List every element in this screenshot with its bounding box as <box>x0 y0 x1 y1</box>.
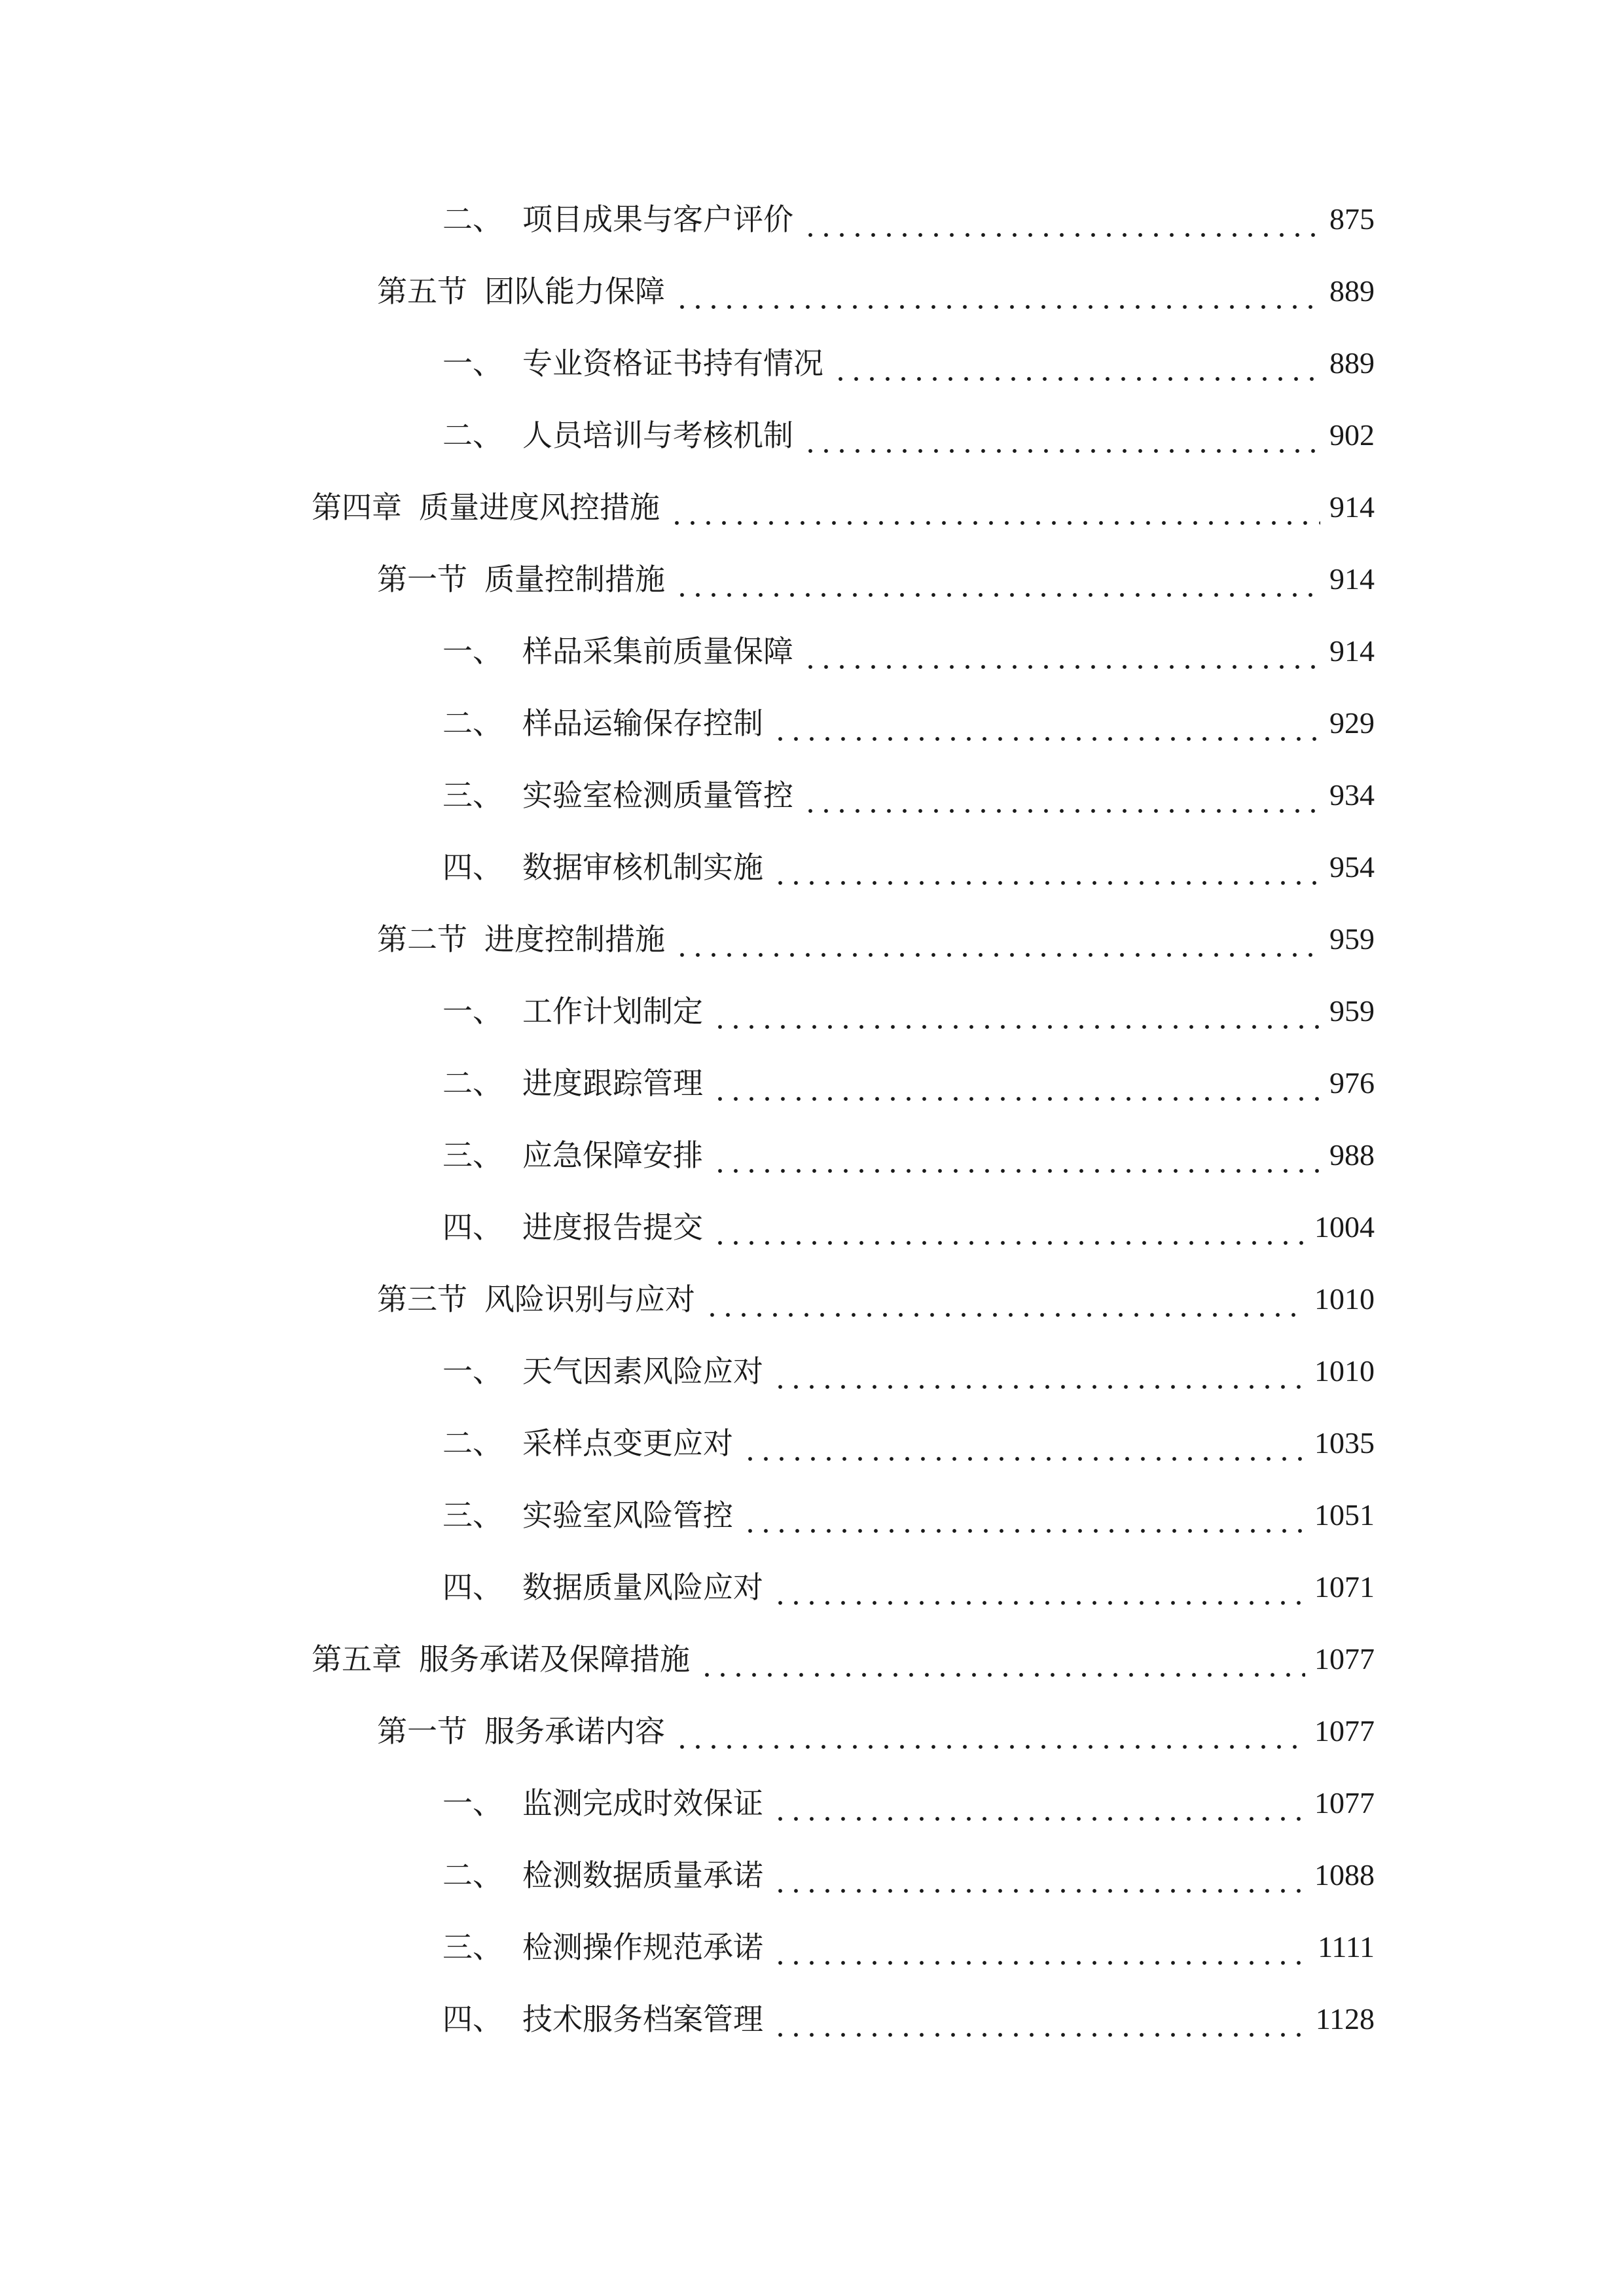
toc-dot-leader <box>712 985 1320 1037</box>
toc-dot-leader <box>772 841 1320 893</box>
toc-entry-title: 团队能力保障 <box>484 274 665 309</box>
toc-dot-leader <box>669 481 1320 533</box>
toc-entry-marker: 第一节 <box>377 1713 467 1749</box>
toc-entry-page: 914 <box>1329 490 1375 524</box>
toc-entry-title: 质量进度风控措施 <box>419 490 660 525</box>
toc-entry-page: 976 <box>1329 1066 1375 1100</box>
toc-entry-page: 1077 <box>1314 1786 1375 1820</box>
toc-entry-title: 天气因素风险应对 <box>522 1354 763 1389</box>
toc-dot-leader <box>674 913 1320 965</box>
toc-dot-leader <box>674 265 1320 317</box>
toc-entry-page: 1111 <box>1318 1930 1375 1964</box>
toc-entry-marker: 四、 <box>442 1570 503 1605</box>
toc-entry-title: 监测完成时效保证 <box>522 1785 763 1821</box>
toc-entry-marker: 第五节 <box>377 274 467 309</box>
toc-entry-page: 988 <box>1329 1138 1375 1172</box>
toc-entry-marker: 第三节 <box>377 1282 467 1317</box>
toc-entry[interactable] <box>442 1201 1375 1253</box>
toc-entry-title: 进度控制措施 <box>484 922 665 957</box>
toc-entry[interactable] <box>442 1129 1375 1181</box>
toc-entry-page: 1051 <box>1314 1498 1375 1532</box>
toc-entry-marker: 第五章 <box>312 1641 402 1677</box>
toc-dot-leader <box>772 1345 1305 1397</box>
toc-dot-leader <box>772 1777 1305 1829</box>
toc-entry[interactable] <box>442 1345 1375 1397</box>
toc-entry[interactable] <box>377 553 1375 605</box>
toc-entry[interactable] <box>442 769 1375 821</box>
toc-entry[interactable] <box>442 1993 1375 2045</box>
toc-entry-page: 889 <box>1329 274 1375 308</box>
toc-dot-leader <box>742 1489 1305 1541</box>
toc-entry-title: 实验室检测质量管控 <box>522 778 793 813</box>
toc-entry-page: 1071 <box>1314 1570 1375 1604</box>
toc-entry-title: 应急保障安排 <box>522 1138 703 1173</box>
toc-entry-marker: 一、 <box>442 994 503 1029</box>
toc-entry-title: 服务承诺内容 <box>484 1713 665 1749</box>
toc-dot-leader <box>803 625 1320 677</box>
toc-dot-leader <box>772 1849 1305 1901</box>
toc-entry-marker: 三、 <box>442 1138 503 1173</box>
toc-entry-title: 采样点变更应对 <box>522 1426 733 1461</box>
toc-entry-title: 项目成果与客户评价 <box>522 202 793 237</box>
toc-entry[interactable] <box>442 1057 1375 1109</box>
toc-entry[interactable] <box>442 193 1375 245</box>
toc-dot-leader <box>704 1273 1305 1325</box>
toc-entry[interactable] <box>377 1705 1375 1757</box>
toc-entry-marker: 二、 <box>442 706 503 741</box>
toc-entry-page: 934 <box>1329 778 1375 812</box>
toc-entry[interactable] <box>377 913 1375 965</box>
toc-entry-marker: 三、 <box>442 1498 503 1533</box>
toc-dot-leader <box>803 193 1320 245</box>
toc-entry[interactable] <box>312 481 1375 533</box>
toc-entry-marker: 四、 <box>442 2001 503 2037</box>
toc-entry-marker: 二、 <box>442 1426 503 1461</box>
toc-entry-page: 914 <box>1329 562 1375 596</box>
toc-entry[interactable] <box>377 1273 1375 1325</box>
toc-entry-page: 902 <box>1329 418 1375 452</box>
toc-entry-title: 专业资格证书持有情况 <box>522 346 823 381</box>
toc-dot-leader <box>674 1705 1305 1757</box>
toc-entry-page: 959 <box>1329 922 1375 956</box>
toc-dot-leader <box>772 1993 1307 2045</box>
toc-dot-leader <box>833 337 1320 389</box>
toc-entry-marker: 一、 <box>442 1354 503 1389</box>
toc-entry-title: 样品采集前质量保障 <box>522 634 793 669</box>
toc-entry[interactable] <box>442 985 1375 1037</box>
toc-entry-page: 1035 <box>1314 1426 1375 1460</box>
toc-entry-title: 风险识别与应对 <box>484 1282 695 1317</box>
toc-entry-title: 工作计划制定 <box>522 994 703 1029</box>
toc-entry[interactable] <box>377 265 1375 317</box>
toc-entry-title: 实验室风险管控 <box>522 1498 733 1533</box>
toc-entry-marker: 四、 <box>442 1210 503 1245</box>
toc-entry-page: 954 <box>1329 850 1375 884</box>
toc-entry-marker: 一、 <box>442 634 503 669</box>
toc-entry[interactable] <box>442 1561 1375 1613</box>
toc-entry[interactable] <box>312 1633 1375 1685</box>
toc-entry-marker: 第一节 <box>377 562 467 597</box>
toc-entry-page: 1004 <box>1314 1210 1375 1244</box>
toc-entry-title: 检测数据质量承诺 <box>522 1857 763 1893</box>
toc-entry-title: 进度跟踪管理 <box>522 1066 703 1101</box>
toc-entry[interactable] <box>442 337 1375 389</box>
toc-dot-leader <box>712 1129 1320 1181</box>
toc-entry-page: 1088 <box>1314 1858 1375 1892</box>
toc-entry-page: 1077 <box>1314 1714 1375 1748</box>
toc-entry-marker: 第二节 <box>377 922 467 957</box>
toc-entry-page: 1128 <box>1315 2002 1375 2036</box>
toc-entry-marker: 二、 <box>442 418 503 453</box>
toc-dot-leader <box>803 409 1320 461</box>
toc-entry-marker: 二、 <box>442 1857 503 1893</box>
toc-entry[interactable] <box>442 1921 1375 1973</box>
toc-entry-marker: 一、 <box>442 346 503 381</box>
toc-entry-page: 1077 <box>1314 1642 1375 1676</box>
toc-entry[interactable] <box>442 1849 1375 1901</box>
toc-dot-leader <box>712 1201 1305 1253</box>
toc-dot-leader <box>772 697 1320 749</box>
toc-entry-marker: 二、 <box>442 1066 503 1101</box>
toc-entry-title: 数据质量风险应对 <box>522 1570 763 1605</box>
toc-entry-marker: 一、 <box>442 1785 503 1821</box>
toc-entry-marker: 三、 <box>442 1929 503 1965</box>
toc-dot-leader <box>803 769 1320 821</box>
toc-entry-page: 1010 <box>1314 1282 1375 1316</box>
toc-entry-page: 889 <box>1329 346 1375 380</box>
toc-entry-page: 959 <box>1329 994 1375 1028</box>
toc-entry-title: 数据审核机制实施 <box>522 850 763 885</box>
toc-dot-leader <box>772 1561 1305 1613</box>
toc-entry-title: 服务承诺及保障措施 <box>419 1641 690 1677</box>
toc-entry-page: 914 <box>1329 634 1375 668</box>
toc-entry-title: 技术服务档案管理 <box>522 2001 763 2037</box>
toc-entry-marker: 三、 <box>442 778 503 813</box>
toc-dot-leader <box>712 1057 1320 1109</box>
toc-entry[interactable] <box>442 1777 1375 1829</box>
toc-entry[interactable] <box>442 1417 1375 1469</box>
toc-entry-marker: 二、 <box>442 202 503 237</box>
toc-dot-leader <box>674 553 1320 605</box>
toc-entry[interactable] <box>442 697 1375 749</box>
toc-dot-leader <box>742 1417 1305 1469</box>
toc-dot-leader <box>772 1921 1308 1973</box>
toc-entry-marker: 第四章 <box>312 490 402 525</box>
toc-entry-title: 质量控制措施 <box>484 562 665 597</box>
toc-entry[interactable] <box>442 1489 1375 1541</box>
toc-entry-page: 1010 <box>1314 1354 1375 1388</box>
toc-entry-marker: 四、 <box>442 850 503 885</box>
toc-entry-title: 人员培训与考核机制 <box>522 418 793 453</box>
toc-entry[interactable] <box>442 625 1375 677</box>
toc-entry[interactable] <box>442 409 1375 461</box>
toc-dot-leader <box>699 1633 1305 1685</box>
toc-entry-page: 875 <box>1329 202 1375 236</box>
toc-entry[interactable] <box>442 841 1375 893</box>
toc-entry-title: 样品运输保存控制 <box>522 706 763 741</box>
toc-entry-title: 检测操作规范承诺 <box>522 1929 763 1965</box>
toc-entry-title: 进度报告提交 <box>522 1210 703 1245</box>
toc-entry-page: 929 <box>1329 706 1375 740</box>
